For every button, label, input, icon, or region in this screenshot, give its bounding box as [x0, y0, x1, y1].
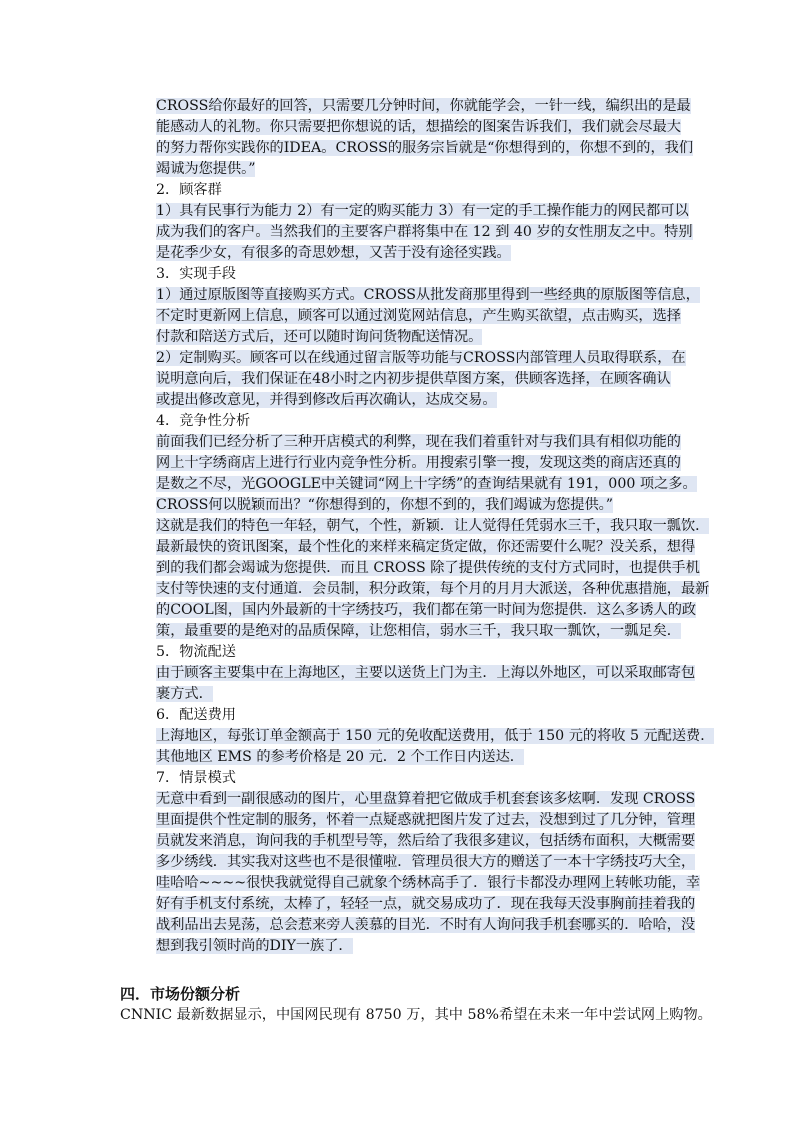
paragraph-line [0, 579, 710, 600]
paragraph-line [0, 474, 697, 495]
paragraph-line [0, 96, 691, 117]
line-text: 支付等快速的支付通道．会员制，积分政策，每个月的月月大派送，各种优惠措施，最新 [156, 581, 710, 597]
paragraph-line: CNNIC 最新数据显示，中国网民现有 8750 万，其中 58%希望在未来一年中尝试网上购物。 [120, 1007, 712, 1023]
line-text: 网上十字绣商店上进行行业内竞争性分析。用搜索引擎一搜，发现这类的商店还真的 [156, 455, 681, 471]
line-text: 哇哈哈~~~~很快我就觉得自己就象个绣林高手了．银行卡都没办理网上转帐功能，幸 [156, 875, 701, 891]
line-text: 是花季少女，有很多的奇思妙想，又苦于没有途径实践。 [156, 245, 511, 261]
paragraph-line [0, 600, 697, 621]
paragraph-line [0, 285, 700, 306]
line-text: 到的我们都会竭诚为您提供．而且 CROSS 除了提供传统的支付方式同时，也提供手机 [156, 560, 700, 576]
subheading-line [0, 264, 680, 285]
paragraph-line [0, 516, 710, 537]
line-text: 裹方式． [156, 686, 213, 702]
paragraph-line [0, 831, 696, 852]
line-text: 3．实现手段 [156, 266, 236, 282]
line-text: 的COOL图，国内外最新的十字绣技巧，我们都在第一时间为您提供．这么多诱人的政 [156, 602, 697, 618]
line-text: 说明意向后，我们保证在48小时之内初步提供草图方案，供顾客选择，在顾客确认 [156, 371, 671, 387]
paragraph-line [0, 873, 701, 894]
document-body [0, 96, 794, 1026]
line-text: 员就发来消息，询问我的手机型号等，然后给了我很多建议，包括绣布面积，大概需要 [156, 833, 696, 849]
line-text: 这就是我们的特色一年轻，朝气，个性，新颖．让人觉得任凭弱水三千，我只取一瓢饮． [156, 518, 710, 534]
line-text: CROSS给你最好的回答，只需要几分钟时间，你就能学会，一针一线，编织出的是最 [156, 98, 691, 114]
paragraph-line [0, 390, 680, 411]
paragraph-line [0, 348, 686, 369]
paragraph-line [0, 789, 696, 810]
line-text: 6．配送费用 [156, 707, 236, 723]
section-heading: 四．市场份额分析 [120, 985, 241, 1003]
paragraph-line [0, 810, 696, 831]
paragraph-line [0, 495, 680, 516]
paragraph-line [0, 453, 680, 474]
paragraph-line [0, 138, 694, 159]
paragraph-line [0, 621, 680, 642]
line-text: 4．竞争性分析 [156, 413, 251, 429]
line-text: 能感动人的礼物。你只需要把你想说的话，想描绘的图案告诉我们，我们就会尽最大 [156, 119, 681, 135]
line-text: 是数之不尽，光GOOGLE中关键词“网上十字绣”的查询结果就有 191，000 项之多。 [156, 476, 697, 492]
paragraph-line [0, 537, 696, 558]
line-text: 其他地区 EMS 的参考价格是 20 元．2 个工作日内送达． [156, 749, 524, 765]
line-text: 1）通过原版图等直接购买方式。CROSS从批发商那里得到一些经典的原版图等信息， [156, 287, 700, 303]
line-text: 无意中看到一副很感动的图片，心里盘算着把它做成手机套套该多炫啊．发现 CROSS [156, 791, 696, 807]
subheading-line [0, 411, 680, 432]
paragraph-line [0, 936, 680, 957]
line-text: 付款和陪送方式后，还可以随时询问货物配送情况。 [156, 329, 483, 345]
paragraph-line [0, 327, 680, 348]
paragraph-line [0, 117, 680, 138]
paragraph-line [0, 306, 680, 327]
line-text: 多少绣线．其实我对这些也不是很懂啦．管理员很大方的赠送了一本十字绣技巧大全， [156, 854, 696, 870]
line-text: 前面我们已经分析了三种开店模式的利弊，现在我们着重针对与我们具有相似功能的 [156, 434, 681, 450]
line-text: 竭诚为您提供。” [156, 161, 256, 177]
paragraph-line [0, 747, 680, 768]
paragraph-line [0, 915, 696, 936]
line-text: 5．物流配送 [156, 644, 236, 660]
paragraph-line [0, 159, 680, 180]
paragraph-line [0, 243, 680, 264]
paragraph-line [0, 852, 696, 873]
line-text: 2）定制购买。顾客可以在线通过留言版等功能与CROSS内部管理人员取得联系，在 [156, 350, 686, 366]
line-text: 上海地区，每张订单金额高于 150 元的免收配送费用，低于 150 元的将收 5 元配送费． [156, 728, 715, 744]
line-text: 1）具有民事行为能力 2）有一定的购买能力 3）有一定的手工操作能力的网民都可以 [156, 203, 689, 219]
line-text: 想到我引领时尚的DIY一族了． [156, 938, 353, 954]
subheading-line [0, 768, 680, 789]
line-text: 由于顾客主要集中在上海地区，主要以送货上门为主．上海以外地区，可以采取邮寄包 [156, 665, 696, 681]
paragraph-line [0, 369, 680, 390]
line-text: CROSS何以脱颖而出？“你想得到的，你想不到的，我们竭诚为您提供。” [156, 497, 614, 513]
paragraph-line [0, 726, 715, 747]
paragraph-line [0, 684, 680, 705]
line-text: 的努力帮你实践你的IDEA。CROSS的服务宗旨就是“你想得到的，你想不到的，我们 [156, 140, 694, 156]
line-text: 2．顾客群 [156, 182, 222, 198]
paragraph-line [0, 894, 696, 915]
paragraph-line [0, 201, 689, 222]
subheading-line [0, 642, 680, 663]
line-text: 最新最快的资讯图案，最个性化的来样来稿定货定做，你还需要什么呢？没关系，想得 [156, 539, 696, 555]
line-text: 不定时更新网上信息，顾客可以通过浏览网站信息，产生购买欲望，点击购买，选择 [156, 308, 681, 324]
line-text: 策，最重要的是绝对的品质保障，让您相信，弱水三千，我只取一瓢饮，一瓢足矣． [156, 623, 681, 639]
line-text: 里面提供个性定制的服务，怀着一点疑惑就把图片发了过去，没想到过了几分钟，管理 [156, 812, 696, 828]
paragraph-line [0, 663, 696, 684]
paragraph-line [0, 222, 693, 243]
paragraph-line [0, 432, 680, 453]
line-text: 战利品出去晃荡，总会惹来旁人羡慕的目光．不时有人询问我手机套哪买的．哈哈，没 [156, 917, 696, 933]
line-text: 7．情景模式 [156, 770, 236, 786]
paragraph-line [0, 558, 700, 579]
line-text: 或提出修改意见，并得到修改后再次确认，达成交易。 [156, 392, 497, 408]
line-text: 好有手机支付系统，太棒了，轻轻一点，就交易成功了．现在我每天没事胸前挂着我的 [156, 896, 696, 912]
subheading-line [0, 180, 680, 201]
line-text: 成为我们的客户。当然我们的主要客户群将集中在 12 到 40 岁的女性朋友之中。特别 [156, 224, 693, 240]
subheading-line [0, 705, 680, 726]
